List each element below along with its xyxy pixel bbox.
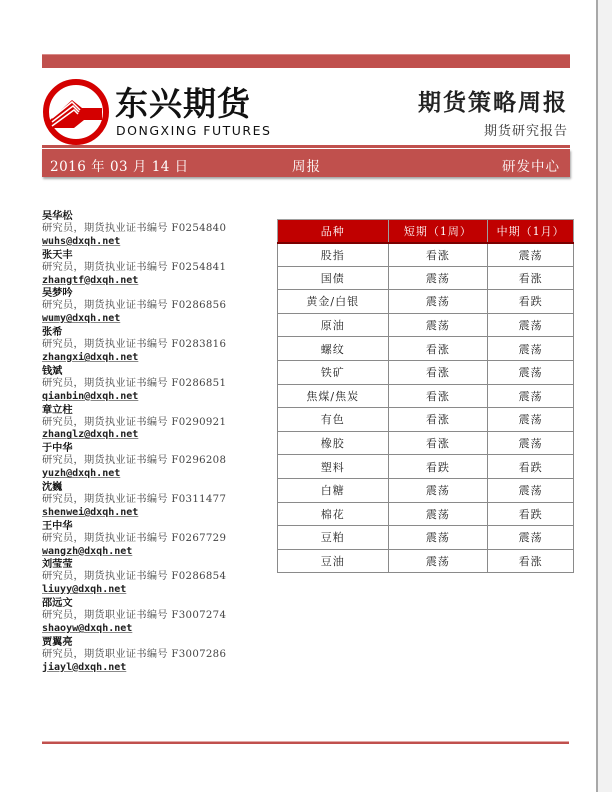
analyst-credential: 研究员，期货执业证书编号 F0311477 — [42, 493, 227, 505]
mid-term-cell: 震荡 — [488, 384, 574, 408]
analyst-email-link[interactable]: wuhs@dxqh.net — [42, 235, 121, 247]
product-cell: 黄金/白银 — [278, 290, 389, 314]
short-term-cell: 看涨 — [388, 360, 488, 384]
analyst-entry — [42, 558, 252, 597]
logo-english-text: DONGXING FUTURES — [116, 123, 272, 138]
analyst-email-link[interactable]: qianbin@dxqh.net — [42, 390, 139, 402]
column-header-mid-term: 中期（1月） — [488, 220, 574, 243]
mid-term-cell: 震荡 — [488, 408, 574, 432]
analyst-credential: 研究员，期货执业证书编号 F0286856 — [42, 300, 227, 312]
analyst-name: 章立柱 — [42, 403, 73, 416]
mid-term-cell: 震荡 — [488, 337, 574, 361]
analyst-email-link[interactable]: zhangxi@dxqh.net — [42, 351, 139, 363]
table-row — [278, 502, 574, 526]
analyst-name: 张希 — [42, 326, 63, 339]
short-term-cell: 看涨 — [388, 384, 488, 408]
product-cell: 棉花 — [278, 502, 389, 526]
table-row — [278, 243, 574, 267]
report-title: 期货策略周报 — [418, 89, 568, 116]
table-row — [278, 549, 574, 573]
analyst-email-link[interactable]: wangzh@dxqh.net — [42, 545, 133, 557]
analyst-entry — [42, 442, 252, 481]
short-term-cell: 震荡 — [388, 313, 488, 337]
analyst-credential: 研究员，期货执业证书编号 F0254840 — [42, 222, 227, 234]
analyst-email-link[interactable]: shenwei@dxqh.net — [42, 506, 139, 518]
analyst-email-link[interactable]: wumy@dxqh.net — [42, 313, 121, 325]
short-term-cell: 震荡 — [388, 290, 488, 314]
short-term-cell: 看涨 — [388, 431, 488, 455]
product-cell: 铁矿 — [278, 360, 389, 384]
analyst-credential: 研究员，期货职业证书编号 F3007274 — [42, 610, 227, 622]
table-header-row — [278, 220, 574, 243]
analyst-credential: 研究员，期货执业证书编号 F0286854 — [42, 571, 227, 583]
info-bar — [42, 149, 570, 177]
short-term-cell: 震荡 — [388, 549, 488, 573]
table-row — [278, 431, 574, 455]
analyst-email-link[interactable]: shaoyw@dxqh.net — [42, 623, 133, 634]
short-term-cell: 看涨 — [388, 337, 488, 361]
table-row — [278, 266, 574, 290]
analyst-entry — [42, 249, 252, 288]
analyst-name: 吴梦吟 — [42, 287, 73, 300]
analyst-credential: 研究员，期货执业证书编号 F0290921 — [42, 416, 227, 428]
analyst-credential: 研究员，期货执业证书编号 F0296208 — [42, 455, 227, 467]
outlook-table — [277, 219, 574, 573]
short-term-cell: 震荡 — [388, 526, 488, 550]
analyst-credential: 研究员，期货执业证书编号 F0254841 — [42, 261, 227, 273]
mid-term-cell: 看涨 — [488, 266, 574, 290]
mid-term-cell: 震荡 — [488, 243, 574, 267]
product-cell: 国债 — [278, 266, 389, 290]
short-term-cell: 看涨 — [388, 243, 488, 267]
analyst-name: 刘莹莹 — [42, 558, 73, 571]
analyst-credential: 研究员，期货执业证书编号 F0286851 — [42, 377, 227, 389]
dongxing-logo-icon — [42, 78, 110, 146]
table-row — [278, 337, 574, 361]
footer-divider — [42, 741, 569, 744]
report-date: 2016 年 03 月 14 日 — [50, 159, 189, 175]
analyst-email-link[interactable]: liuyy@dxqh.net — [42, 584, 127, 596]
analyst-entry — [42, 210, 252, 249]
header-divider — [42, 145, 570, 148]
analyst-name: 沈巍 — [42, 481, 63, 494]
page-edge-divider — [596, 0, 598, 792]
short-term-cell: 看涨 — [388, 408, 488, 432]
analyst-email-link[interactable]: jiayl@dxqh.net — [42, 661, 127, 673]
table-row — [278, 526, 574, 550]
analyst-name: 王中华 — [42, 519, 73, 532]
short-term-cell: 震荡 — [388, 478, 488, 502]
short-term-cell: 震荡 — [388, 266, 488, 290]
analyst-entry — [42, 326, 252, 365]
mid-term-cell: 看涨 — [488, 549, 574, 573]
header-top-bar — [42, 54, 570, 68]
analyst-credential: 研究员，期货职业证书编号 F3007286 — [42, 648, 227, 660]
analyst-entry — [42, 287, 252, 326]
analyst-email-link[interactable]: zhanglz@dxqh.net — [42, 429, 139, 441]
mid-term-cell: 震荡 — [488, 313, 574, 337]
product-cell: 塑料 — [278, 455, 389, 479]
analyst-name: 邵远文 — [42, 597, 73, 610]
short-term-cell: 看跌 — [388, 455, 488, 479]
analyst-name: 吴华松 — [42, 210, 73, 222]
analyst-entry — [42, 404, 252, 443]
analyst-name: 于中华 — [42, 442, 73, 455]
report-subtitle: 期货研究报告 — [483, 124, 568, 139]
page-margin — [598, 0, 612, 792]
table-row — [278, 478, 574, 502]
mid-term-cell: 看跌 — [488, 290, 574, 314]
department: 研发中心 — [502, 159, 560, 175]
analyst-name: 张天丰 — [42, 248, 73, 261]
table-row — [278, 455, 574, 479]
table-row — [278, 290, 574, 314]
analyst-entry — [42, 597, 252, 636]
analyst-list — [42, 210, 252, 675]
logo-chinese-text: 东兴期货 — [115, 84, 251, 123]
table-row — [278, 313, 574, 337]
mid-term-cell: 看跌 — [488, 455, 574, 479]
mid-term-cell: 看跌 — [488, 502, 574, 526]
analyst-entry — [42, 636, 252, 675]
column-header-short-term: 短期（1周） — [388, 220, 488, 243]
analyst-name: 钱斌 — [42, 364, 63, 377]
mid-term-cell: 震荡 — [488, 526, 574, 550]
product-cell: 原油 — [278, 313, 389, 337]
table-row — [278, 360, 574, 384]
analyst-credential: 研究员，期货执业证书编号 F0267729 — [42, 532, 227, 544]
product-cell: 有色 — [278, 408, 389, 432]
analyst-entry — [42, 365, 252, 404]
analyst-entry — [42, 520, 252, 559]
product-cell: 橡胶 — [278, 431, 389, 455]
report-type: 周报 — [292, 159, 321, 175]
product-cell: 股指 — [278, 243, 389, 267]
analyst-email-link[interactable]: zhangtf@dxqh.net — [42, 274, 139, 286]
mid-term-cell: 震荡 — [488, 478, 574, 502]
mid-term-cell: 震荡 — [488, 360, 574, 384]
product-cell: 豆油 — [278, 549, 389, 573]
product-cell: 焦煤/焦炭 — [278, 384, 389, 408]
analyst-entry — [42, 481, 252, 520]
table-row — [278, 384, 574, 408]
product-cell: 白糖 — [278, 478, 389, 502]
product-cell: 豆粕 — [278, 526, 389, 550]
mid-term-cell: 震荡 — [488, 431, 574, 455]
column-header-product: 品种 — [278, 220, 389, 243]
analyst-name: 贾翼亮 — [42, 635, 73, 648]
analyst-email-link[interactable]: yuzh@dxqh.net — [42, 468, 121, 480]
short-term-cell: 震荡 — [388, 502, 488, 526]
table-row — [278, 408, 574, 432]
product-cell: 螺纹 — [278, 337, 389, 361]
analyst-credential: 研究员，期货执业证书编号 F0283816 — [42, 339, 227, 351]
